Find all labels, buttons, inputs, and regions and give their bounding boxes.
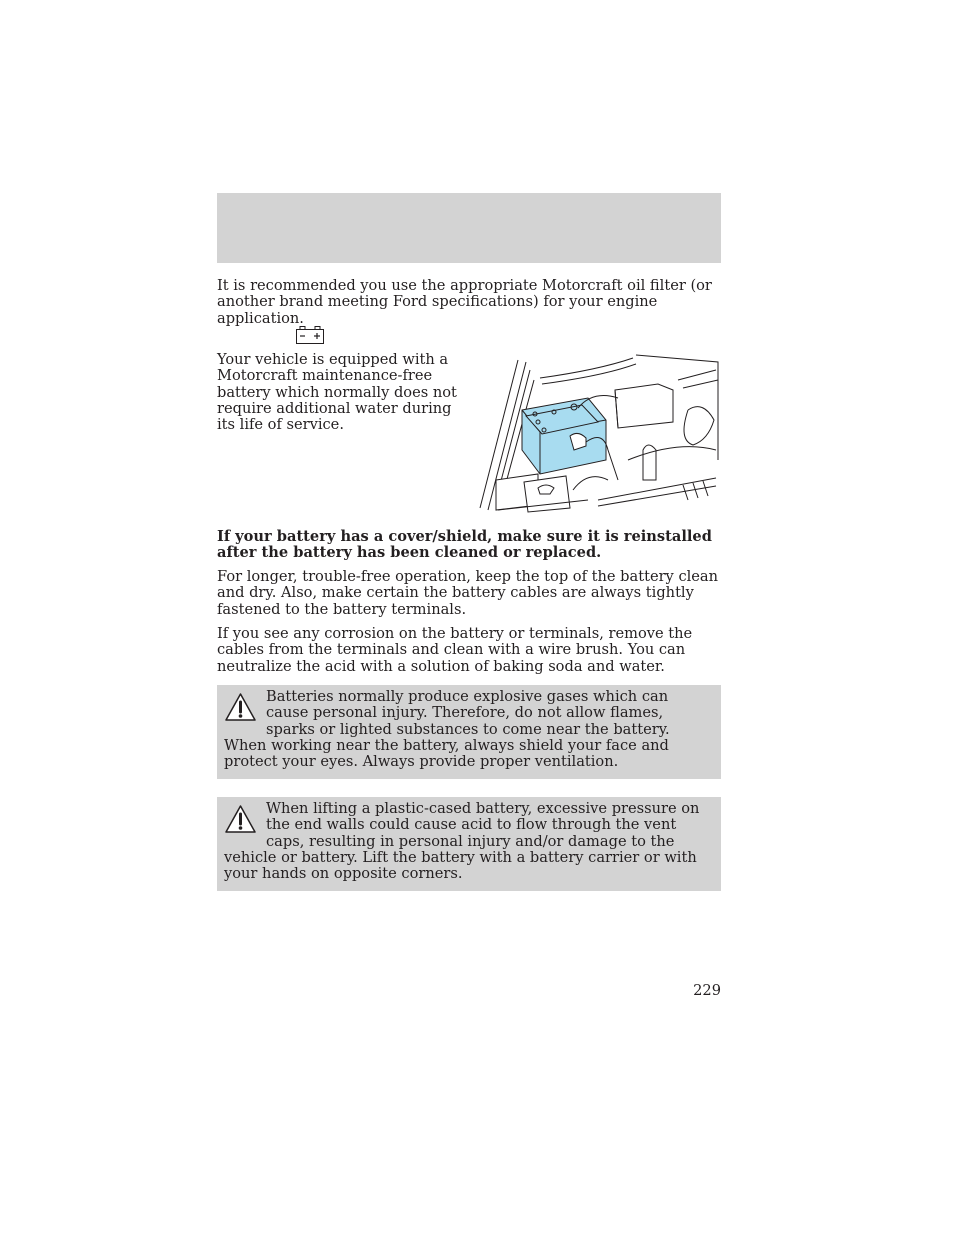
warning-triangle-icon [224,804,257,834]
warning-box-lifting-battery [217,797,721,891]
oil-filter-paragraph: It is recommended you use the appropriate Motorcraft oil filter (or another brand meeting Ford specifications) for your engine application. [217,277,712,327]
section-header-bar [217,193,721,263]
battery-intro-paragraph: Your vehicle is equipped with a Motorcraft maintenance-free battery which normally does not require additional water during its life of service. [217,351,457,434]
warning-box-explosive-gases [217,685,721,779]
page-number: 229 [693,982,721,999]
engine-battery-illustration [478,350,721,515]
warning-triangle-icon [224,692,257,722]
battery-icon [296,326,324,344]
warning-text-explosive-gases: Batteries normally produce explosive gases which can cause personal injury. Therefore, do not allow flames, sparks or lighted substances to come near the battery. When working near the battery, always shield your face and protect your eyes. Always provide proper ventilation. [224,688,670,771]
cover-shield-note: If your battery has a cover/shield, make sure it is reinstalled after the battery has been cleaned or replaced. [217,528,712,562]
warning-text-lifting-battery: When lifting a plastic-cased battery, excessive pressure on the end walls could cause acid to flow through the vent caps, resulting in personal injury and/or damage to the vehicle or battery. Lift the battery with a battery carrier or with your hands on opposite corners. [224,800,700,883]
cleaning-paragraph: For longer, trouble-free operation, keep the top of the battery clean and dry. Also, make certain the battery cables are always tightly fastened to the battery terminals. [217,568,719,618]
corrosion-paragraph: If you see any corrosion on the battery or terminals, remove the cables from the terminals and clean with a wire brush. You can neutralize the acid with a solution of baking soda and water. [217,625,693,675]
